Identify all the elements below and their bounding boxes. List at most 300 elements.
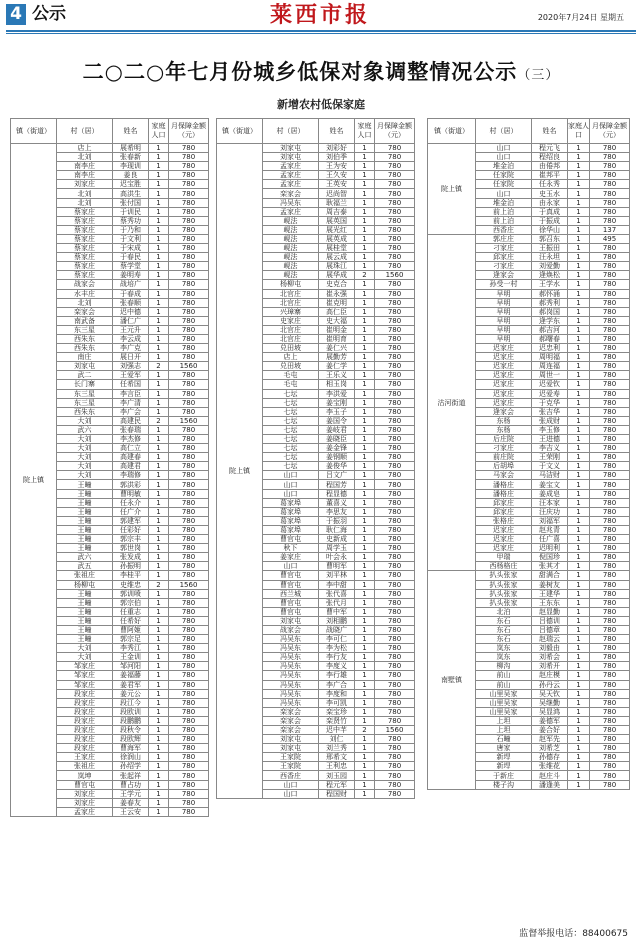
amount-cell: 780 [590, 144, 630, 153]
household-size-cell: 1 [149, 253, 169, 262]
amount-cell: 780 [590, 435, 630, 444]
village-cell: 曹官屯 [263, 580, 319, 589]
amount-cell: 780 [169, 716, 209, 725]
name-cell: 李玉修 [532, 425, 568, 434]
household-size-cell: 1 [149, 216, 169, 225]
name-cell: 王为安 [319, 162, 355, 171]
amount-cell: 780 [375, 153, 415, 162]
household-size-cell: 1 [355, 625, 375, 634]
name-cell: 于文利 [113, 234, 149, 243]
village-cell: 刘家屯 [57, 362, 113, 371]
household-size-cell: 1 [355, 580, 375, 589]
village-cell: 段家庄 [57, 707, 113, 716]
household-size-cell: 1 [149, 735, 169, 744]
amount-cell: 780 [375, 789, 415, 798]
village-cell: 冯吴东 [263, 689, 319, 698]
village-cell: 段家庄 [57, 726, 113, 735]
name-cell: 姜树友 [532, 580, 568, 589]
amount-cell: 780 [375, 644, 415, 653]
name-cell: 崔永强 [319, 289, 355, 298]
village-cell: 岘法 [263, 216, 319, 225]
household-size-cell: 1 [149, 380, 169, 389]
name-cell: 姜宝刚 [319, 398, 355, 407]
household-size-cell: 1 [355, 262, 375, 271]
household-size-cell: 1 [568, 744, 590, 753]
village-cell: 王疃 [57, 516, 113, 525]
amount-cell: 780 [375, 662, 415, 671]
name-cell: 王进德 [532, 435, 568, 444]
village-cell: 堆金泊 [476, 198, 532, 207]
household-size-cell: 1 [355, 707, 375, 716]
name-cell: 蔡学堂 [113, 262, 149, 271]
household-size-cell: 1 [355, 207, 375, 216]
name-cell: 于春成 [113, 289, 149, 298]
name-cell: 刘仁 [319, 735, 355, 744]
household-size-cell: 1 [355, 562, 375, 571]
household-size-cell: 1 [568, 535, 590, 544]
amount-cell: 780 [169, 407, 209, 416]
village-cell: 东杨 [476, 425, 532, 434]
village-cell: 潘格庄 [476, 489, 532, 498]
name-cell: 崔明金 [319, 325, 355, 334]
household-size-cell: 1 [149, 625, 169, 634]
name-cell: 王利忠 [319, 762, 355, 771]
amount-cell: 780 [375, 625, 415, 634]
household-size-cell: 1 [149, 234, 169, 243]
household-size-cell: 2 [355, 271, 375, 280]
household-size-cell: 1 [149, 516, 169, 525]
name-cell: 郭世岗 [113, 544, 149, 553]
household-size-cell: 1 [149, 289, 169, 298]
household-size-cell: 1 [568, 271, 590, 280]
village-cell: 张祖庄 [57, 762, 113, 771]
village-cell: 堆金泊 [476, 162, 532, 171]
amount-cell: 780 [590, 316, 630, 325]
household-size-cell: 1 [355, 471, 375, 480]
name-cell: 王英安 [319, 180, 355, 189]
name-cell: 程显德 [319, 489, 355, 498]
village-cell: 大刘 [57, 416, 113, 425]
village-cell: 兴璋寨 [263, 307, 319, 316]
village-cell: 后庄院 [476, 435, 532, 444]
name-cell: 张发成 [113, 553, 149, 562]
village-cell: 迟家庄 [476, 535, 532, 544]
amount-cell: 780 [169, 244, 209, 253]
household-size-cell: 1 [568, 171, 590, 180]
amount-cell: 780 [375, 234, 415, 243]
name-cell: 姜晓臣 [319, 435, 355, 444]
name-cell: 任广介 [113, 507, 149, 516]
village-cell: 山口 [263, 480, 319, 489]
village-cell: 南李庄 [57, 162, 113, 171]
amount-cell: 780 [375, 735, 415, 744]
name-cell: 迟中德 [113, 307, 149, 316]
village-cell: 刘家屯 [263, 153, 319, 162]
household-size-cell: 1 [568, 444, 590, 453]
village-cell: 葛家埠 [263, 507, 319, 516]
amount-cell: 780 [375, 525, 415, 534]
village-cell: 石疃 [476, 735, 532, 744]
village-cell: 岘法 [263, 234, 319, 243]
village-cell: 邹家庄 [57, 671, 113, 680]
name-cell: 姜国令 [319, 416, 355, 425]
beneficiary-table-right [427, 118, 630, 790]
amount-cell: 780 [375, 580, 415, 589]
household-size-cell: 1 [149, 325, 169, 334]
amount-cell: 780 [169, 644, 209, 653]
name-cell: 张付国 [113, 198, 149, 207]
amount-cell: 780 [169, 380, 209, 389]
town-cell: 院上镇 [11, 144, 57, 817]
name-cell: 段欧训 [113, 707, 149, 716]
village-cell: 山口 [263, 789, 319, 798]
village-cell: 七坛 [263, 462, 319, 471]
amount-cell: 780 [590, 489, 630, 498]
household-size-cell: 1 [568, 662, 590, 671]
header-monthly-amount: 月保障金额（元） [169, 119, 209, 144]
name-cell: 吴继勤 [532, 698, 568, 707]
amount-cell: 780 [590, 453, 630, 462]
village-cell: 葛家埠 [263, 516, 319, 525]
village-cell: 东三星 [57, 325, 113, 334]
amount-cell: 1560 [169, 580, 209, 589]
household-size-cell: 1 [355, 507, 375, 516]
name-cell: 邹河阳 [113, 662, 149, 671]
household-size-cell: 1 [568, 453, 590, 462]
name-cell: 孙德存 [532, 753, 568, 762]
household-size-cell: 1 [149, 371, 169, 380]
village-cell: 王疃 [57, 535, 113, 544]
amount-cell: 780 [169, 344, 209, 353]
name-cell: 曹海军 [113, 744, 149, 753]
amount-cell: 780 [375, 698, 415, 707]
village-cell: 段家庄 [57, 716, 113, 725]
name-cell: 徐华山 [532, 225, 568, 234]
household-size-cell: 1 [568, 144, 590, 153]
village-cell: 姜家庄 [263, 553, 319, 562]
amount-cell: 780 [590, 553, 630, 562]
amount-cell: 780 [169, 680, 209, 689]
amount-cell: 780 [590, 216, 630, 225]
amount-cell: 780 [169, 171, 209, 180]
village-cell: 冯吴东 [263, 644, 319, 653]
village-cell: 迟家庄 [476, 398, 532, 407]
name-cell: 段秋令 [113, 726, 149, 735]
village-cell: 王疃 [57, 607, 113, 616]
name-cell: 李为松 [319, 644, 355, 653]
household-size-cell: 1 [355, 498, 375, 507]
village-cell: 扒头张家 [476, 598, 532, 607]
name-cell: 李度和 [319, 689, 355, 698]
amount-cell: 780 [169, 498, 209, 507]
amount-cell: 780 [590, 707, 630, 716]
amount-cell: 780 [169, 507, 209, 516]
amount-cell: 780 [375, 298, 415, 307]
amount-cell: 780 [590, 616, 630, 625]
household-size-cell: 1 [149, 262, 169, 271]
village-cell: 曹官屯 [57, 780, 113, 789]
village-cell: 北刘 [57, 298, 113, 307]
header-name: 姓名 [113, 119, 149, 144]
village-cell: 马家会 [476, 471, 532, 480]
household-size-cell: 1 [568, 525, 590, 534]
village-cell: 东杨 [476, 416, 532, 425]
household-size-cell: 1 [149, 562, 169, 571]
village-cell: 刘家庄 [57, 180, 113, 189]
amount-cell: 780 [169, 225, 209, 234]
amount-cell: 780 [590, 498, 630, 507]
amount-cell: 780 [375, 416, 415, 425]
household-size-cell: 1 [149, 635, 169, 644]
household-size-cell: 1 [355, 571, 375, 580]
household-size-cell: 1 [568, 562, 590, 571]
amount-cell: 780 [590, 398, 630, 407]
household-size-cell: 1 [149, 525, 169, 534]
title-text: 二○二○年七月份城乡低保对象调整情况公示 [82, 60, 518, 84]
household-size-cell: 2 [355, 726, 375, 735]
village-cell: 西香庄 [263, 771, 319, 780]
household-size-cell: 1 [149, 444, 169, 453]
village-cell: 上坦 [476, 726, 532, 735]
name-cell: 姜元公 [113, 689, 149, 698]
name-cell: 曹阿姬 [113, 625, 149, 634]
name-cell: 于克华 [532, 398, 568, 407]
household-size-cell: 1 [568, 480, 590, 489]
household-size-cell: 1 [568, 644, 590, 653]
household-size-cell: 1 [355, 225, 375, 234]
name-cell: 程元飞 [532, 144, 568, 153]
town-cell: 沽河街道 [428, 234, 476, 570]
household-size-cell: 1 [149, 271, 169, 280]
name-cell: 李秀江 [113, 644, 149, 653]
village-cell: 岘法 [263, 244, 319, 253]
name-cell: 张代月 [319, 598, 355, 607]
name-cell: 徐润山 [113, 753, 149, 762]
village-cell: 迟家庄 [476, 362, 532, 371]
village-cell: 早明 [476, 289, 532, 298]
household-size-cell: 1 [568, 635, 590, 644]
village-cell: 葛家埠 [263, 498, 319, 507]
amount-cell: 780 [375, 144, 415, 153]
household-size-cell: 1 [355, 371, 375, 380]
name-cell: 刘爱勤 [532, 262, 568, 271]
village-cell: 岚坤 [57, 771, 113, 780]
village-cell: 杨柳屯 [57, 580, 113, 589]
name-cell: 程国芳 [319, 480, 355, 489]
amount-cell: 780 [375, 334, 415, 343]
header-row [428, 119, 630, 144]
household-size-cell: 1 [149, 598, 169, 607]
household-size-cell: 1 [568, 516, 590, 525]
amount-cell: 780 [590, 635, 630, 644]
village-cell: 山里吴家 [476, 689, 532, 698]
amount-cell: 780 [169, 253, 209, 262]
village-cell: 水丰庄 [57, 289, 113, 298]
household-size-cell: 1 [568, 507, 590, 516]
name-cell: 展英成 [319, 234, 355, 243]
village-cell: 岘法 [263, 225, 319, 234]
amount-cell: 780 [169, 807, 209, 816]
header-rule-thin [6, 33, 636, 34]
household-size-cell: 1 [355, 698, 375, 707]
household-size-cell: 1 [355, 344, 375, 353]
amount-cell: 780 [375, 325, 415, 334]
village-cell: 栾家会 [263, 716, 319, 725]
amount-cell: 780 [590, 607, 630, 616]
header-monthly-amount: 月保障金额（元） [590, 119, 630, 144]
amount-cell: 780 [375, 207, 415, 216]
name-cell: 刘伯季 [319, 153, 355, 162]
amount-cell: 780 [590, 344, 630, 353]
household-size-cell: 1 [355, 753, 375, 762]
amount-cell: 780 [169, 598, 209, 607]
household-size-cell: 1 [149, 453, 169, 462]
amount-cell: 780 [375, 198, 415, 207]
name-cell: 王乐义 [319, 371, 355, 380]
amount-cell: 780 [169, 562, 209, 571]
village-cell: 冯吴东 [263, 653, 319, 662]
village-cell: 山口 [263, 780, 319, 789]
amount-cell: 780 [375, 380, 415, 389]
household-size-cell: 1 [355, 644, 375, 653]
village-cell: 七坛 [263, 416, 319, 425]
name-cell: 程国财 [319, 789, 355, 798]
amount-cell: 780 [169, 280, 209, 289]
name-cell: 史玉水 [532, 189, 568, 198]
household-size-cell: 1 [568, 344, 590, 353]
amount-cell: 780 [375, 344, 415, 353]
village-cell: 孟家庄 [263, 171, 319, 180]
amount-cell: 780 [375, 189, 415, 198]
name-cell: 刘希开 [532, 662, 568, 671]
name-cell: 任永介 [113, 498, 149, 507]
amount-cell: 780 [590, 153, 630, 162]
name-cell: 展华成 [319, 271, 355, 280]
village-cell: 刘家屯 [263, 616, 319, 625]
household-size-cell: 1 [149, 589, 169, 598]
amount-cell: 780 [169, 216, 209, 225]
village-cell: 武六 [57, 553, 113, 562]
name-cell: 史新成 [319, 535, 355, 544]
name-cell: 刘平林 [319, 571, 355, 580]
name-cell: 王云安 [113, 807, 149, 816]
amount-cell: 780 [590, 444, 630, 453]
village-cell: 岘法 [263, 253, 319, 262]
household-size-cell: 1 [149, 462, 169, 471]
household-size-cell: 1 [149, 244, 169, 253]
name-cell: 吴天钦 [532, 689, 568, 698]
name-cell: 王学水 [532, 280, 568, 289]
name-cell: 周学玉 [319, 544, 355, 553]
name-cell: 赵庄模 [532, 671, 568, 680]
amount-cell: 1560 [169, 416, 209, 425]
name-cell: 董喜义 [319, 498, 355, 507]
amount-cell: 780 [169, 798, 209, 807]
village-cell: 西兰城 [263, 589, 319, 598]
name-cell: 段欧辉 [113, 735, 149, 744]
village-cell: 长门寨 [57, 380, 113, 389]
village-cell: 迟家庄 [476, 371, 532, 380]
name-cell: 赵显勤 [532, 607, 568, 616]
amount-cell: 780 [590, 371, 630, 380]
name-cell: 赵庄斗 [532, 771, 568, 780]
village-cell: 唐家 [476, 744, 532, 753]
household-size-cell: 1 [149, 607, 169, 616]
table-row [217, 144, 415, 153]
amount-cell: 780 [590, 580, 630, 589]
amount-cell: 780 [375, 598, 415, 607]
village-cell: 山口 [476, 189, 532, 198]
household-size-cell: 1 [355, 607, 375, 616]
amount-cell: 780 [375, 225, 415, 234]
household-size-cell: 1 [149, 225, 169, 234]
name-cell: 李思友 [319, 507, 355, 516]
household-size-cell: 1 [568, 253, 590, 262]
name-cell: 展珠江 [319, 262, 355, 271]
name-cell: 赵兆青 [532, 525, 568, 534]
household-size-cell: 1 [355, 635, 375, 644]
name-cell: 迟尚智 [319, 189, 355, 198]
household-size-cell: 1 [568, 225, 590, 234]
village-cell: 早明 [476, 325, 532, 334]
name-cell: 吕德训 [532, 616, 568, 625]
amount-cell: 780 [590, 325, 630, 334]
amount-cell: 780 [375, 180, 415, 189]
village-cell: 新垾 [476, 762, 532, 771]
amount-cell: 780 [169, 771, 209, 780]
name-cell: 李广克 [113, 344, 149, 353]
village-cell: 冯吴东 [263, 662, 319, 671]
village-cell: 葛家埠 [263, 525, 319, 534]
household-size-cell: 1 [149, 189, 169, 198]
amount-cell: 780 [375, 253, 415, 262]
table-row [11, 144, 209, 153]
name-cell: 郭洪彩 [113, 480, 149, 489]
name-cell: 崔明育 [319, 334, 355, 343]
amount-cell: 780 [590, 162, 630, 171]
amount-cell: 780 [590, 544, 630, 553]
name-cell: 吕德章 [532, 625, 568, 634]
village-cell: 段家庄 [57, 689, 113, 698]
household-size-cell: 1 [149, 653, 169, 662]
masthead: 莱西市报 [270, 2, 371, 28]
village-cell: 迟家庄 [476, 389, 532, 398]
household-size-cell: 1 [149, 480, 169, 489]
name-cell: 李可凯 [319, 698, 355, 707]
household-size-cell: 1 [149, 435, 169, 444]
name-cell: 张成财 [532, 416, 568, 425]
household-size-cell: 1 [568, 316, 590, 325]
amount-cell: 780 [590, 362, 630, 371]
village-cell: 西杨格庄 [476, 562, 532, 571]
village-cell: 店上 [263, 353, 319, 362]
village-cell: 岘法 [263, 262, 319, 271]
household-size-cell: 1 [568, 398, 590, 407]
amount-cell: 780 [590, 644, 630, 653]
name-cell: 于春民 [113, 253, 149, 262]
village-cell: 蔡家庄 [57, 244, 113, 253]
header-town: 镇（街道） [217, 119, 263, 144]
household-size-cell: 1 [568, 389, 590, 398]
household-size-cell: 1 [355, 253, 375, 262]
name-cell: 逄焕松 [532, 271, 568, 280]
village-cell: 王家庄 [57, 753, 113, 762]
name-cell: 高洪生 [113, 189, 149, 198]
household-size-cell: 1 [568, 353, 590, 362]
village-cell: 郭庄庄 [476, 234, 532, 243]
village-cell: 王疃 [57, 544, 113, 553]
amount-cell: 780 [169, 535, 209, 544]
